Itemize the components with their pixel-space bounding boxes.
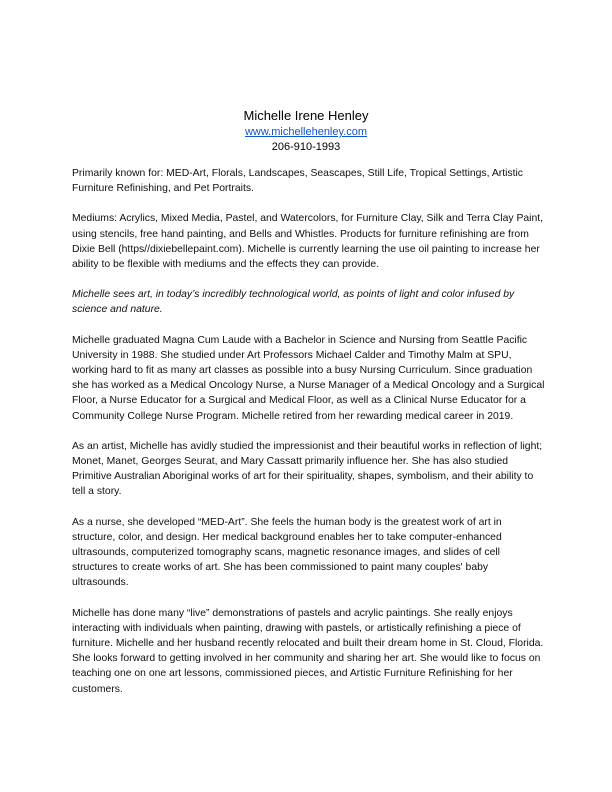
- med-art-paragraph: As a nurse, she developed “MED-Art”. She feels the human body is the greatest work of art in structure, color, and design. Her medical background enables her to take computer-enhanced ultrasounds, computerized tomography scans, magnetic resonance images, and slides of cell structures to create works of art. She has been commissioned to paint many couples' baby ultrasounds.: [72, 516, 502, 589]
- phone-number: 206-910-1993: [271, 141, 341, 153]
- document-header: [0, 107, 612, 154]
- artist-name: Michelle Irene Henley: [243, 108, 369, 123]
- document-body: [72, 166, 547, 712]
- influences-paragraph: As an artist, Michelle has avidly studied the impressionist and their beautiful works in reflection of light; Monet, Manet, Georges Seurat, and Mary Cassatt primarily influence her. She has also studied Primitive Australian Aboriginal works of art for their spirituality, shapes, symbolism, and their ability to tell a story.: [72, 440, 543, 498]
- mediums-paragraph: Mediums: Acrylics, Mixed Media, Pastel, and Watercolors, for Furniture Clay, Silk and Terra Clay Paint, using stencils, free hand painting, and Bells and Whistles. Products for furniture refinishing are from Dixie Bell (https//dixiebellepaint.com). Michelle is currently learning the use oil painting to increase her ability to be flexible with mediums and the effects they can provide.: [72, 213, 544, 271]
- tagline-paragraph: Michelle sees art, in today’s incredibly technological world, as points of light and color infused by science and nature.: [72, 289, 515, 316]
- known-for-paragraph: Primarily known for: MED-Art, Florals, Landscapes, Seascapes, Still Life, Tropical Settings, Artistic Furniture Refinishing, and Pet Portraits.: [72, 168, 524, 195]
- education-paragraph: Michelle graduated Magna Cum Laude with a Bachelor in Science and Nursing from Seattle Pacific University in 1988. She studied under Art Professors Michael Calder and Timothy Malm at SPU, working hard to fit as many art classes as possible into a busy Nursing Curriculum. Since graduation she has worked as a Medical Oncology Nurse, a Nurse Manager of a Medical Oncology and a Surgical Floor, a Nurse Educator for a Surgical and Medical Floor, as well as a Clinical Nurse Educator for a Community College Nurse Program. Michelle retired from her rewarding medical career in 2019.: [72, 334, 545, 422]
- demonstrations-paragraph: Michelle has done many “live” demonstrations of pastels and acrylic paintings. She really enjoys interacting with individuals when painting, drawing with pastels, or artistically refinishing a piece of furniture. Michelle and her husband recently relocated and built their dream home in St. Cloud, Florida. She looks forward to getting involved in her community and sharing her art. She would like to focus on teaching one on one art lessons, commissioned pieces, and Artistic Furniture Refinishing for her customers.: [72, 607, 544, 695]
- website-link[interactable]: www.michellehenley.com: [244, 126, 368, 138]
